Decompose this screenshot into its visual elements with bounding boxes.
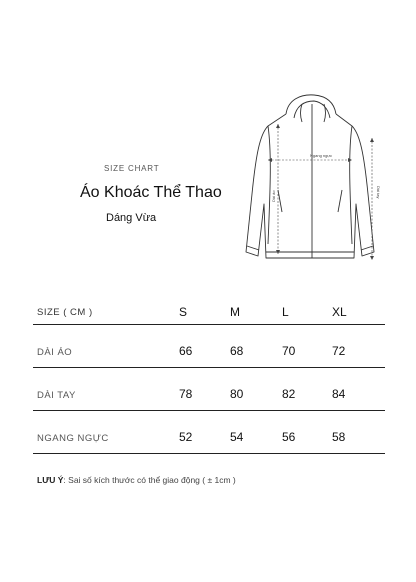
- jacket-diagram: [238, 94, 386, 268]
- size-s-header: S: [179, 305, 188, 319]
- note-text: : Sai số kích thước có thể giao động ( ± 1cm ): [63, 475, 236, 485]
- product-title: Áo Khoác Thể Thao: [80, 184, 222, 201]
- table-cell: 82: [282, 387, 296, 401]
- table-cell: 78: [179, 387, 193, 401]
- size-table: [33, 300, 385, 454]
- table-cell: 70: [282, 344, 296, 358]
- length-measure-label: Dài áo: [271, 190, 276, 202]
- size-m-header: M: [230, 305, 240, 319]
- row-label: DÀI TAY: [37, 390, 76, 401]
- size-l-header: L: [282, 305, 289, 319]
- table-cell: 52: [179, 430, 193, 444]
- table-header-row: [33, 300, 385, 325]
- note-prefix: LƯU Ý: [37, 475, 64, 485]
- size-chart-eyebrow: SIZE CHART: [104, 164, 160, 173]
- table-row-length: [33, 325, 385, 368]
- table-cell: 66: [179, 344, 193, 358]
- row-label: NGANG NGỰC: [37, 433, 109, 444]
- table-header-label: SIZE ( CM ): [37, 307, 93, 318]
- table-cell: 56: [282, 430, 296, 444]
- product-fit: Dáng Vừa: [106, 212, 157, 224]
- sleeve-measure-label: Dài tay: [376, 186, 381, 199]
- chest-measure-label: Ngang ngực: [310, 153, 333, 158]
- table-cell: 54: [230, 430, 244, 444]
- table-cell: 72: [332, 344, 346, 358]
- table-cell: 84: [332, 387, 346, 401]
- table-cell: 58: [332, 430, 346, 444]
- table-row-chest: [33, 411, 385, 454]
- table-row-sleeve: [33, 368, 385, 411]
- table-cell: 80: [230, 387, 244, 401]
- size-xl-header: XL: [332, 305, 347, 319]
- tolerance-note: [37, 475, 236, 485]
- table-cell: 68: [230, 344, 244, 358]
- row-label: DÀI ÁO: [37, 347, 73, 358]
